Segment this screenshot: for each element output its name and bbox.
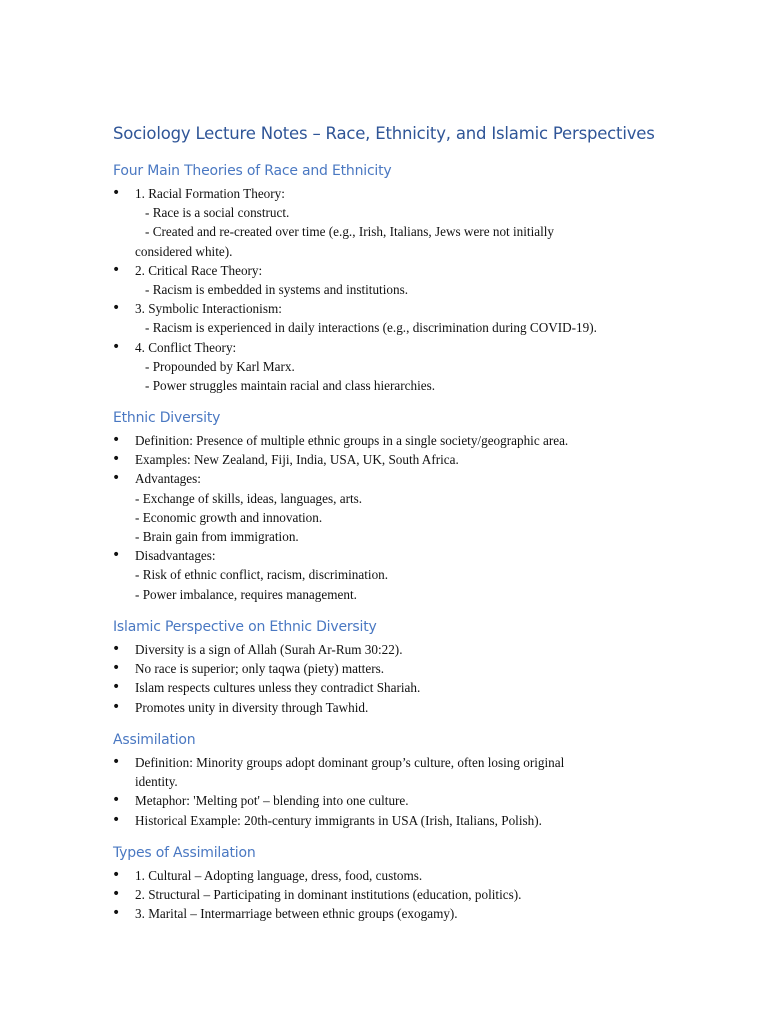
list-item: • Metaphor: 'Melting pot' – blending into one culture. <box>0 791 655 810</box>
list-item: • Islam respects cultures unless they contradict Shariah. <box>0 678 655 697</box>
list-item: • 1. Cultural – Adopting language, dress, food, customs. <box>0 866 655 885</box>
types-of-assimilation-list <box>0 866 768 924</box>
list-item: • Promotes unity in diversity through Tawhid. <box>0 698 655 717</box>
list-item: • Disadvantages: - Risk of ethnic conflict, racism, discrimination. - Power imbalance, requires management. <box>0 546 655 604</box>
list-item: • Definition: Minority groups adopt dominant group’s culture, often losing original identity. <box>0 753 655 791</box>
ethnic-diversity-list <box>0 431 768 604</box>
list-item: • Historical Example: 20th-century immigrants in USA (Irish, Italians, Polish). <box>0 811 655 830</box>
section-heading-assimilation: Assimilation <box>113 732 196 748</box>
section-heading-islamic-perspective: Islamic Perspective on Ethnic Diversity <box>113 619 377 635</box>
section-heading-ethnic-diversity: Ethnic Diversity <box>113 410 221 426</box>
assimilation-list <box>0 753 768 830</box>
list-item: • 2. Structural – Participating in dominant institutions (education, politics). <box>0 885 655 904</box>
section-heading-theories: Four Main Theories of Race and Ethnicity <box>113 163 392 179</box>
section-heading-types-of-assimilation: Types of Assimilation <box>113 845 256 861</box>
list-item: • Definition: Presence of multiple ethnic groups in a single society/geographic area. <box>0 431 655 450</box>
list-item: • 4. Conflict Theory: - Propounded by Karl Marx. - Power struggles maintain racial and class hierarchies. <box>0 338 655 396</box>
list-item: • Examples: New Zealand, Fiji, India, USA, UK, South Africa. <box>0 450 655 469</box>
list-item: • 3. Symbolic Interactionism: - Racism is experienced in daily interactions (e.g., discrimination during COVID-19). <box>0 299 655 337</box>
list-item: • 3. Marital – Intermarriage between ethnic groups (exogamy). <box>0 904 655 923</box>
list-item: • 2. Critical Race Theory: - Racism is embedded in systems and institutions. <box>0 261 655 299</box>
theories-list <box>0 184 768 395</box>
list-item: • No race is superior; only taqwa (piety) matters. <box>0 659 655 678</box>
list-item: • Advantages: - Exchange of skills, ideas, languages, arts. - Economic growth and innovation. - Brain gain from immigration. <box>0 469 655 546</box>
document-title: Sociology Lecture Notes – Race, Ethnicity, and Islamic Perspectives <box>113 124 655 143</box>
list-item: • Diversity is a sign of Allah (Surah Ar-Rum 30:22). <box>0 640 655 659</box>
islamic-perspective-list <box>0 640 768 717</box>
list-item: • 1. Racial Formation Theory: - Race is a social construct. - Created and re-created over time (e.g., Irish, Italians, Jews were not initially considered white). <box>0 184 655 261</box>
